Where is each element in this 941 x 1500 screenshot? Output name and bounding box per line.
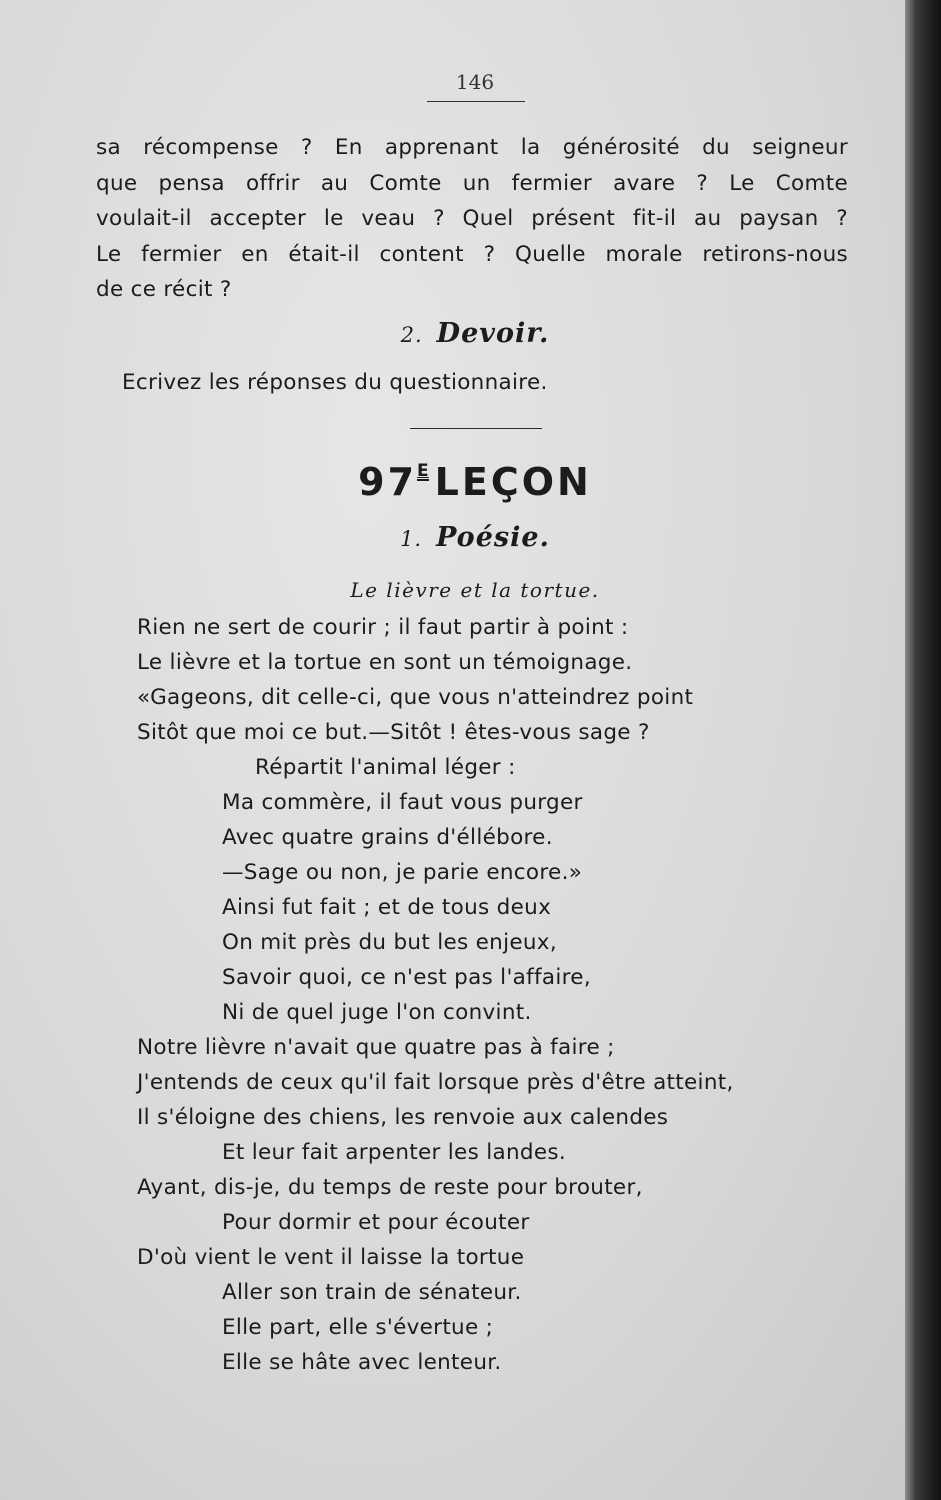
lesson-ordinal: E (417, 461, 429, 481)
poem-line: Sitôt que moi ce but.—Sitôt ! êtes-vous sage ? (137, 720, 650, 745)
poem-line: Ma commère, il faut vous purger (222, 790, 583, 815)
poem-line: Ainsi fut fait ; et de tous deux (222, 895, 552, 920)
lesson-word: LEÇON (434, 460, 592, 504)
questionnaire-paragraph (96, 130, 848, 308)
poem-line: J'entends de ceux qu'il fait lorsque près d'être atteint, (137, 1070, 734, 1095)
page-number: 146 (455, 70, 495, 94)
page-number-rule (427, 101, 525, 102)
poem-line: Et leur fait arpenter les landes. (222, 1140, 566, 1165)
poem-line: Le lièvre et la tortue en sont un témoignage. (137, 650, 633, 675)
poem-line: Ni de quel juge l'on convint. (222, 1000, 532, 1025)
poem-line: On mit près du but les enjeux, (222, 930, 557, 955)
poem-line: «Gageons, dit celle-ci, que vous n'atteindrez point (137, 685, 694, 710)
poem-line: Répartit l'animal léger : (255, 755, 516, 780)
paragraph-line: sa récompense ? En apprenant la générosité du seigneur (96, 135, 848, 160)
homework-instruction: Ecrivez les réponses du questionnaire. (122, 370, 548, 395)
section-title: Poésie. (436, 522, 550, 553)
section-heading-poesie (0, 522, 941, 553)
poem-title: Le lièvre et la tortue. (350, 578, 600, 602)
paragraph-line: Le fermier en était-il content ? Quelle morale retirons-nous (96, 241, 848, 267)
section-number: 2. (400, 323, 423, 347)
poem-line: Aller son train de sénateur. (222, 1280, 522, 1305)
poem-line: Elle se hâte avec lenteur. (222, 1350, 502, 1375)
poem-line: Notre lièvre n'avait que quatre pas à faire ; (137, 1035, 615, 1060)
poem-line: Elle part, elle s'évertue ; (222, 1315, 494, 1340)
poem-line: Pour dormir et pour écouter (222, 1210, 530, 1235)
poem-line: Savoir quoi, ce n'est pas l'affaire, (222, 965, 591, 990)
section-title: Devoir. (436, 318, 550, 349)
poem-line: Rien ne sert de courir ; il faut partir à point : (137, 615, 629, 640)
paragraph-line: que pensa offrir au Comte un fermier avare ? Le Comte (96, 170, 848, 196)
lesson-heading (0, 460, 941, 504)
poem-line: Il s'éloigne des chiens, les renvoie aux calendes (137, 1105, 669, 1130)
section-divider (410, 428, 542, 429)
poem-line: D'où vient le vent il laisse la tortue (137, 1245, 525, 1270)
section-heading-devoir (0, 318, 941, 349)
paragraph-line: voulait-il accepter le veau ? Quel présent fit-il au paysan ? (96, 206, 848, 231)
poem-line: Ayant, dis-je, du temps de reste pour brouter, (137, 1175, 643, 1200)
paragraph-line: de ce récit ? (96, 277, 232, 302)
lesson-number: 97 (358, 460, 418, 504)
section-number: 1. (400, 527, 423, 551)
poem-line: —Sage ou non, je parie encore.» (222, 860, 583, 885)
book-binding-shadow (905, 0, 941, 1500)
poem-line: Avec quatre grains d'éllébore. (222, 825, 553, 850)
